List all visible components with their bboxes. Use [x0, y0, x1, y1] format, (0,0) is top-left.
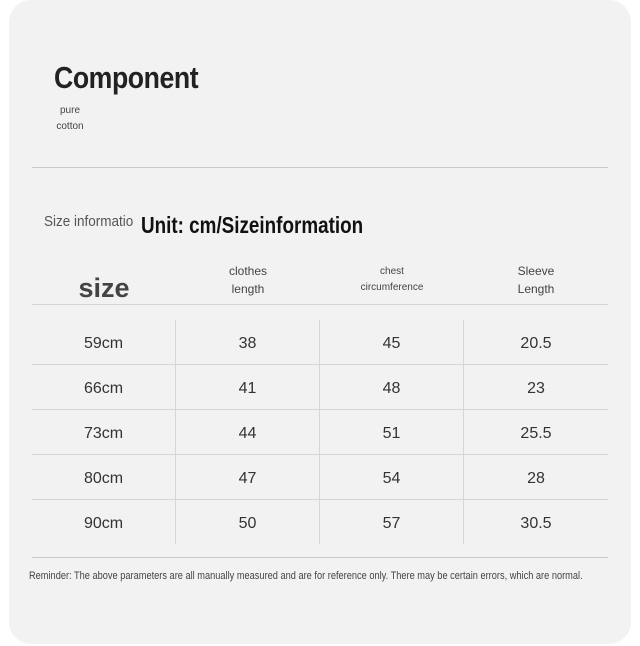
table-cell-clothes-length: 41	[176, 365, 320, 409]
table-cell-size: 73cm	[32, 410, 176, 454]
reminder-text: Reminder: The above parameters are all manually measured and are for reference only. There may be certain errors, which are normal.	[29, 570, 583, 582]
header-chest-line1: chest	[380, 266, 404, 277]
table-cell-size: 66cm	[32, 365, 176, 409]
header-divider	[32, 304, 608, 305]
table-cell-sleeve: 30.5	[520, 515, 552, 532]
table-cell-chest: 51	[320, 410, 464, 454]
header-clothes-length	[176, 255, 320, 305]
table-cell-clothes-length: 44	[176, 410, 320, 454]
table-cell-clothes-length: 50	[176, 500, 320, 544]
material-line-2: cotton	[56, 121, 84, 132]
header-chest-circumference	[320, 255, 464, 305]
table-cell-chest: 45	[320, 320, 464, 364]
table-cell-sleeve: 23	[527, 380, 545, 397]
table-cell-size: 80cm	[32, 455, 176, 499]
size-info-label: Size informatio	[44, 213, 134, 230]
table-cell-chest: 54	[320, 455, 464, 499]
table-cell-clothes-length: 47	[176, 455, 320, 499]
table-row	[32, 320, 608, 365]
header-clothes-length-line2: length	[231, 282, 265, 296]
table-row	[32, 365, 608, 410]
divider-top	[32, 167, 608, 168]
table-cell-sleeve: 25.5	[520, 425, 552, 442]
header-clothes-length-line1: clothes	[228, 264, 268, 278]
table-cell-size: 59cm	[32, 320, 176, 364]
table-cell-clothes-length: 38	[176, 320, 320, 364]
table-row	[32, 410, 608, 455]
header-size: size	[78, 272, 130, 303]
header-sleeve-line1: Sleeve	[517, 264, 555, 278]
table-cell-chest: 57	[320, 500, 464, 544]
header-sleeve-length	[464, 255, 608, 305]
component-title: Component	[54, 60, 199, 95]
unit-label: Unit: cm/Sizeinformation	[141, 212, 364, 238]
table-cell-chest: 48	[320, 365, 464, 409]
table-cell-sleeve: 28	[527, 470, 545, 487]
table-row	[32, 455, 608, 500]
table-cell-sleeve: 20.5	[520, 335, 552, 352]
divider-bottom	[32, 557, 608, 558]
table-row	[32, 500, 608, 544]
size-table	[32, 320, 608, 544]
table-cell-size: 90cm	[32, 500, 176, 544]
header-sleeve-line2: Length	[517, 282, 555, 296]
material-line-1: pure	[59, 105, 80, 116]
header-chest-line2: circumference	[360, 282, 424, 293]
material-text	[50, 103, 90, 135]
